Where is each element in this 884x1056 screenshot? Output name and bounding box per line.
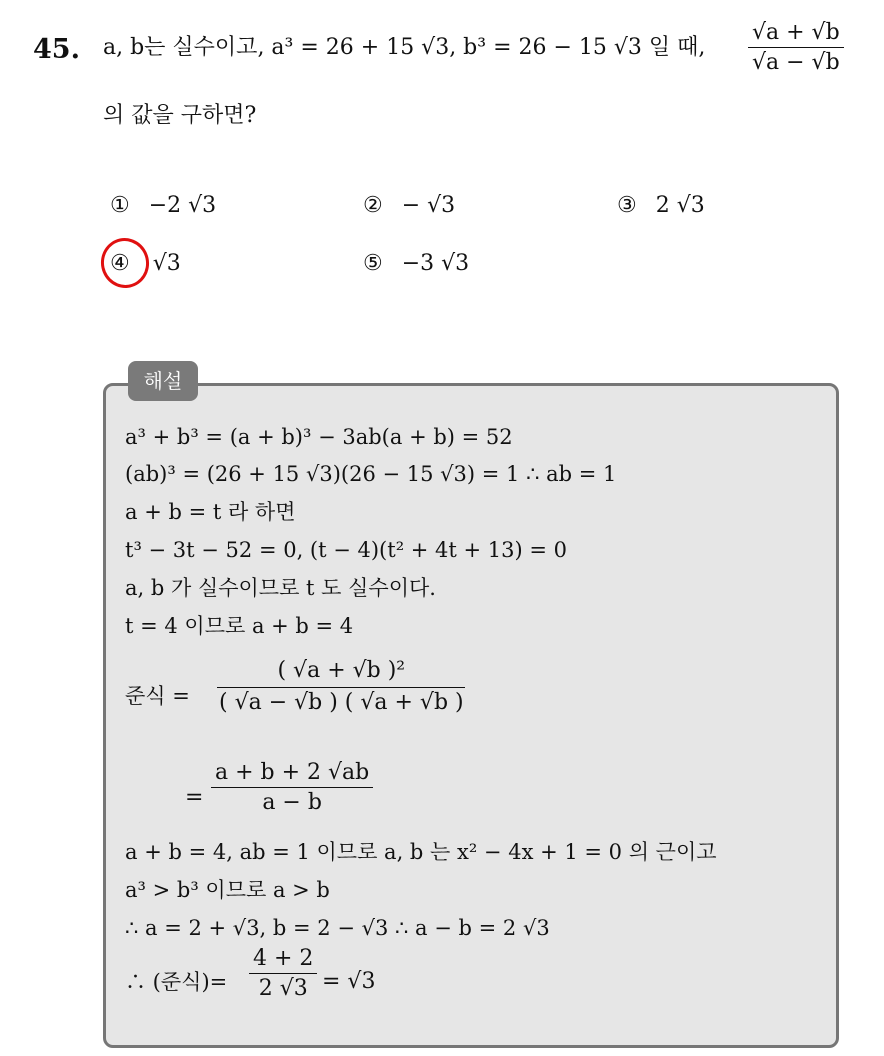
choice-4-mark: ④	[110, 251, 130, 276]
solution-expr2-denominator: a − b	[262, 790, 322, 816]
solution-final-denominator: 2 √3	[258, 976, 308, 1002]
question-number: 45.	[33, 34, 80, 65]
solution-expr-fraction-2	[208, 760, 376, 816]
choice-5[interactable]	[363, 251, 469, 276]
choice-3[interactable]	[617, 193, 705, 218]
solution-line-2: (ab)³ = (26 + 15 √3)(26 − 15 √3) = 1 ∴ ab = 1	[125, 462, 617, 486]
choice-3-mark: ③	[617, 193, 637, 218]
choice-5-text: −3 √3	[401, 251, 470, 276]
question-fraction-denominator: √a − √b	[752, 50, 840, 76]
choice-1-text: −2 √3	[148, 193, 217, 218]
choice-2-text: − √3	[401, 193, 456, 218]
solution-expr-fraction-1	[212, 658, 471, 716]
solution-final-label: ∴ (준식)=	[125, 970, 228, 994]
solution-line-6: t = 4 이므로 a + b = 4	[125, 614, 354, 638]
question-stem-line2: 의 값을 구하면?	[103, 103, 257, 128]
choice-1[interactable]	[110, 193, 216, 218]
solution-tag: 해설	[128, 361, 198, 401]
solution-line-3: a + b = t 라 하면	[125, 500, 296, 524]
solution-expr1-numerator: ( √a + √b )²	[217, 658, 465, 688]
solution-expr-label: 준식 =	[125, 684, 190, 708]
solution-line-4: t³ − 3t − 52 = 0, (t − 4)(t² + 4t + 13) = 0	[125, 538, 568, 562]
solution-line-1: a³ + b³ = (a + b)³ − 3ab(a + b) = 52	[125, 425, 513, 449]
solution-final-fraction	[246, 946, 320, 1002]
choice-4-text: √3	[152, 251, 181, 276]
question-stem-line1: a, b는 실수이고, a³ = 26 + 15 √3, b³ = 26 − 15 √3 일 때,	[103, 35, 706, 60]
answer-circle-mark	[96, 234, 153, 293]
choice-2-mark: ②	[363, 193, 383, 218]
solution-final-numerator: 4 + 2	[249, 946, 317, 974]
question-fraction-numerator: √a + √b	[748, 20, 844, 48]
choice-2[interactable]	[363, 193, 455, 218]
solution-expr1-denominator: ( √a − √b ) ( √a + √b )	[219, 690, 464, 716]
choice-1-mark: ①	[110, 193, 130, 218]
solution-expr2-numerator: a + b + 2 √ab	[211, 760, 373, 788]
solution-line-7: a + b = 4, ab = 1 이므로 a, b 는 x² − 4x + 1 = 0 의 근이고	[125, 840, 717, 864]
choice-5-mark: ⑤	[363, 251, 383, 276]
solution-line-9: ∴ a = 2 + √3, b = 2 − √3 ∴ a − b = 2 √3	[125, 916, 550, 940]
choice-3-text: 2 √3	[655, 193, 705, 218]
solution-line-5: a, b 가 실수이므로 t 도 실수이다.	[125, 576, 436, 600]
solution-expr2-equals: =	[185, 785, 204, 810]
question-fraction	[745, 20, 847, 76]
solution-line-8: a³ > b³ 이므로 a > b	[125, 878, 330, 902]
solution-final-result: = √3	[322, 969, 376, 994]
